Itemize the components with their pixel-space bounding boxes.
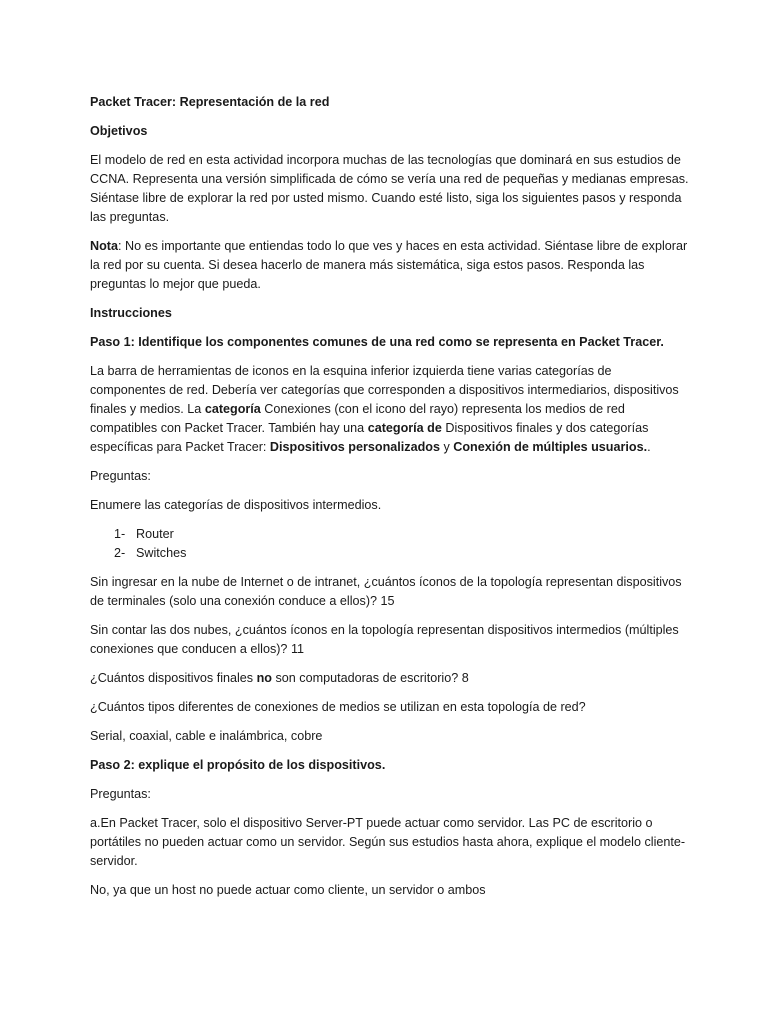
step2-heading: Paso 2: explique el propósito de los dispositivos. xyxy=(90,758,386,772)
step1-questions-label: Preguntas: xyxy=(90,469,151,483)
list-item-number: 1- xyxy=(114,527,126,541)
question-5: ¿Cuántos tipos diferentes de conexiones de medios se utilizan en esta topología de red? xyxy=(90,700,586,714)
note-paragraph xyxy=(90,237,690,294)
note-label: Nota xyxy=(90,239,118,253)
question-4 xyxy=(90,669,690,688)
intro-paragraph: El modelo de red en esta actividad incorpora muchas de las tecnologías que dominará en sus estudios de CCNA. Representa una versión simplificada de cómo se vería una red de pequeñas y medianas empresas. Siéntase libre de explorar la red por usted mismo. Cuando esté listo, siga los siguientes pasos y responda las preguntas. xyxy=(90,153,689,224)
list-item xyxy=(90,525,690,544)
step1-text-5: . xyxy=(647,440,651,454)
question-5-answer: Serial, coaxial, cable e inalámbrica, cobre xyxy=(90,729,323,743)
note-text: : No es importante que entiendas todo lo que ves y haces en esta actividad. Siéntase libre de explorar la red por su cuenta. Si desea hacerlo de manera más sistemática, siga estos pasos. Responda las preguntas lo mejor que pueda. xyxy=(90,239,688,291)
answer-list xyxy=(90,525,690,563)
question-3: Sin contar las dos nubes, ¿cuántos íconos en la topología representan dispositivos intermedios (múltiples conexiones que conducen a ellos)? 11 xyxy=(90,623,679,656)
question-2: Sin ingresar en la nube de Internet o de intranet, ¿cuántos íconos de la topología representan dispositivos de terminales (solo una conexión conduce a ellos)? 15 xyxy=(90,575,682,608)
document-title: Packet Tracer: Representación de la red xyxy=(90,95,330,109)
question-4-text-2: son computadoras de escritorio? 8 xyxy=(272,671,469,685)
step1-text-3: Dispositivos finales y dos categorías específicas para Packet Tracer: xyxy=(90,421,649,454)
list-item xyxy=(90,544,690,563)
step1-text-1: La barra de herramientas de iconos en la esquina inferior izquierda tiene varias categorías de componentes de red. Debería ver categorías que corresponden a dispositivos intermediarios, dispositivos finales y medios. La xyxy=(90,364,679,416)
question-4-bold: no xyxy=(256,671,272,685)
instructions-heading: Instrucciones xyxy=(90,306,172,320)
step1-bold-3: Dispositivos personalizados xyxy=(269,440,440,454)
step1-bold-1: categoría xyxy=(204,402,261,416)
step1-text-2: Conexiones (con el icono del rayo) representa los medios de red compatibles con Packet Tracer. También hay una xyxy=(90,402,625,435)
objectives-heading: Objetivos xyxy=(90,124,148,138)
step2-questions-label: Preguntas: xyxy=(90,787,151,801)
question-4-text-1: ¿Cuántos dispositivos finales xyxy=(90,671,257,685)
question-a: a.En Packet Tracer, solo el dispositivo Server-PT puede actuar como servidor. Las PC de escritorio o portátiles no pueden actuar como un servidor. Según sus estudios hasta ahora, explique el modelo cliente-servidor. xyxy=(90,816,686,868)
list-item-text: Switches xyxy=(136,546,187,560)
question-1: Enumere las categorías de dispositivos intermedios. xyxy=(90,498,382,512)
list-item-text: Router xyxy=(136,527,174,541)
document-page xyxy=(90,93,690,910)
list-item-number: 2- xyxy=(114,546,126,560)
step1-heading: Paso 1: Identifique los componentes comunes de una red como se representa en Packet Tracer. xyxy=(90,335,664,349)
step1-bold-4: Conexión de múltiples usuarios. xyxy=(453,440,648,454)
step1-paragraph xyxy=(90,362,690,457)
step1-text-4: y xyxy=(439,440,454,454)
step1-bold-2: categoría de xyxy=(367,421,442,435)
question-a-answer: No, ya que un host no puede actuar como cliente, un servidor o ambos xyxy=(90,883,486,897)
